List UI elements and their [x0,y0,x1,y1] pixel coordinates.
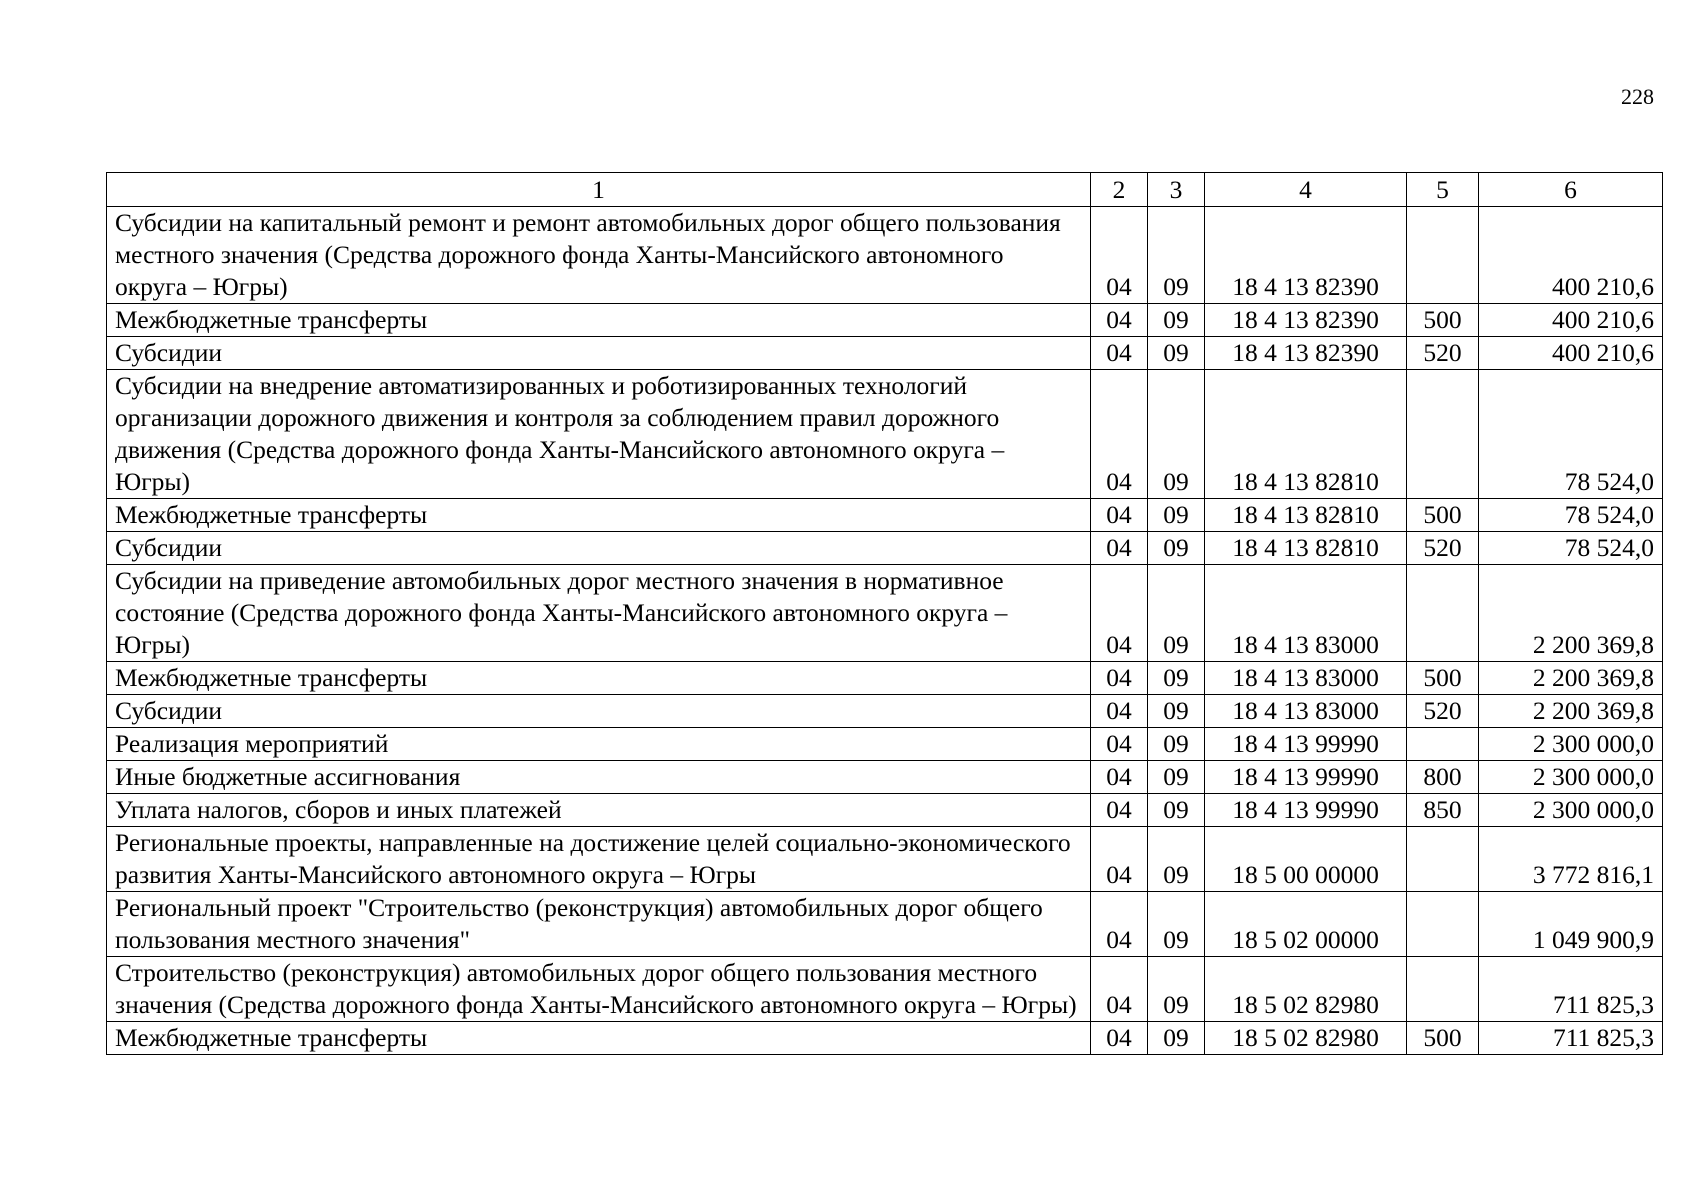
row-target-code: 18 5 02 82980 [1205,957,1407,1022]
row-section: 04 [1091,370,1148,499]
row-name: Строительство (реконструкция) автомобильных дорог общего пользования местного значения (Средства дорожного фонда Ханты-Мансийского автономного округа – Югры) [107,957,1091,1022]
row-expense-type [1407,728,1479,761]
header-col-2: 2 [1091,173,1148,207]
row-expense-type [1407,207,1479,304]
row-target-code: 18 4 13 82810 [1205,370,1407,499]
row-expense-type: 500 [1407,304,1479,337]
row-name: Межбюджетные трансферты [107,662,1091,695]
row-name: Субсидии на внедрение автоматизированных и роботизированных технологий организации дорожного движения и контроля за соблюдением правил дорожного движения (Средства дорожного фонда Ханты-Мансийского автономного округа – Югры) [107,370,1091,499]
table-row [107,827,1663,892]
row-target-code: 18 5 00 00000 [1205,827,1407,892]
row-name: Реализация мероприятий [107,728,1091,761]
row-name: Субсидии [107,532,1091,565]
table-row [107,761,1663,794]
row-name: Региональный проект "Строительство (реконструкция) автомобильных дорог общего пользования местного значения" [107,892,1091,957]
table-row [107,728,1663,761]
header-col-6: 6 [1479,173,1663,207]
header-row [107,173,1663,207]
row-subsection: 09 [1148,892,1205,957]
row-name: Межбюджетные трансферты [107,304,1091,337]
row-expense-type: 500 [1407,662,1479,695]
row-section: 04 [1091,662,1148,695]
row-subsection: 09 [1148,370,1205,499]
row-amount: 400 210,6 [1479,304,1663,337]
row-target-code: 18 5 02 00000 [1205,892,1407,957]
table-row [107,1022,1663,1055]
row-target-code: 18 4 13 82390 [1205,304,1407,337]
row-expense-type [1407,370,1479,499]
row-expense-type: 520 [1407,532,1479,565]
row-section: 04 [1091,1022,1148,1055]
row-target-code: 18 4 13 82390 [1205,337,1407,370]
row-section: 04 [1091,827,1148,892]
table-row [107,957,1663,1022]
row-name: Субсидии [107,337,1091,370]
row-amount: 711 825,3 [1479,1022,1663,1055]
row-subsection: 09 [1148,1022,1205,1055]
row-expense-type [1407,892,1479,957]
row-subsection: 09 [1148,337,1205,370]
row-amount: 2 200 369,8 [1479,662,1663,695]
row-amount: 3 772 816,1 [1479,827,1663,892]
row-amount: 1 049 900,9 [1479,892,1663,957]
row-name: Межбюджетные трансферты [107,499,1091,532]
row-expense-type: 520 [1407,695,1479,728]
row-section: 04 [1091,892,1148,957]
row-section: 04 [1091,794,1148,827]
table-row [107,532,1663,565]
table-row [107,499,1663,532]
row-name: Уплата налогов, сборов и иных платежей [107,794,1091,827]
row-section: 04 [1091,532,1148,565]
row-expense-type: 850 [1407,794,1479,827]
row-expense-type [1407,957,1479,1022]
row-target-code: 18 5 02 82980 [1205,1022,1407,1055]
table-row [107,565,1663,662]
row-amount: 2 200 369,8 [1479,565,1663,662]
row-expense-type: 800 [1407,761,1479,794]
header-col-5: 5 [1407,173,1479,207]
row-subsection: 09 [1148,957,1205,1022]
row-expense-type [1407,827,1479,892]
row-target-code: 18 4 13 83000 [1205,565,1407,662]
row-name: Субсидии на капитальный ремонт и ремонт автомобильных дорог общего пользования местного значения (Средства дорожного фонда Ханты-Мансийского автономного округа – Югры) [107,207,1091,304]
row-amount: 78 524,0 [1479,532,1663,565]
row-subsection: 09 [1148,207,1205,304]
row-subsection: 09 [1148,794,1205,827]
row-subsection: 09 [1148,728,1205,761]
table-row [107,662,1663,695]
row-amount: 78 524,0 [1479,370,1663,499]
row-section: 04 [1091,304,1148,337]
row-amount: 711 825,3 [1479,957,1663,1022]
header-col-3: 3 [1148,173,1205,207]
row-section: 04 [1091,695,1148,728]
row-amount: 2 300 000,0 [1479,761,1663,794]
row-section: 04 [1091,728,1148,761]
table-row [107,695,1663,728]
row-target-code: 18 4 13 82810 [1205,532,1407,565]
row-section: 04 [1091,337,1148,370]
row-subsection: 09 [1148,532,1205,565]
row-amount: 400 210,6 [1479,207,1663,304]
row-amount: 2 300 000,0 [1479,794,1663,827]
row-subsection: 09 [1148,761,1205,794]
table-row [107,370,1663,499]
row-expense-type: 520 [1407,337,1479,370]
page-number: 228 [1621,84,1654,109]
row-expense-type: 500 [1407,1022,1479,1055]
row-target-code: 18 4 13 99990 [1205,761,1407,794]
row-target-code: 18 4 13 82390 [1205,207,1407,304]
row-section: 04 [1091,957,1148,1022]
row-target-code: 18 4 13 99990 [1205,794,1407,827]
row-subsection: 09 [1148,695,1205,728]
row-section: 04 [1091,565,1148,662]
row-name: Межбюджетные трансферты [107,1022,1091,1055]
budget-table [106,172,1663,1055]
row-section: 04 [1091,761,1148,794]
row-target-code: 18 4 13 83000 [1205,695,1407,728]
row-subsection: 09 [1148,662,1205,695]
row-name: Субсидии [107,695,1091,728]
row-section: 04 [1091,499,1148,532]
row-subsection: 09 [1148,499,1205,532]
row-section: 04 [1091,207,1148,304]
row-amount: 78 524,0 [1479,499,1663,532]
row-expense-type: 500 [1407,499,1479,532]
table-row [107,892,1663,957]
row-subsection: 09 [1148,827,1205,892]
row-expense-type [1407,565,1479,662]
row-subsection: 09 [1148,304,1205,337]
row-subsection: 09 [1148,565,1205,662]
row-target-code: 18 4 13 82810 [1205,499,1407,532]
table-row [107,794,1663,827]
row-name: Иные бюджетные ассигнования [107,761,1091,794]
table-row [107,207,1663,304]
table-row [107,304,1663,337]
row-amount: 2 300 000,0 [1479,728,1663,761]
row-amount: 400 210,6 [1479,337,1663,370]
header-col-1: 1 [107,173,1091,207]
row-target-code: 18 4 13 99990 [1205,728,1407,761]
table-row [107,337,1663,370]
row-target-code: 18 4 13 83000 [1205,662,1407,695]
header-col-4: 4 [1205,173,1407,207]
row-name: Субсидии на приведение автомобильных дорог местного значения в нормативное состояние (Средства дорожного фонда Ханты-Мансийского автономного округа – Югры) [107,565,1091,662]
row-name: Региональные проекты, направленные на достижение целей социально-экономического развития Ханты-Мансийского автономного округа – Югры [107,827,1091,892]
row-amount: 2 200 369,8 [1479,695,1663,728]
